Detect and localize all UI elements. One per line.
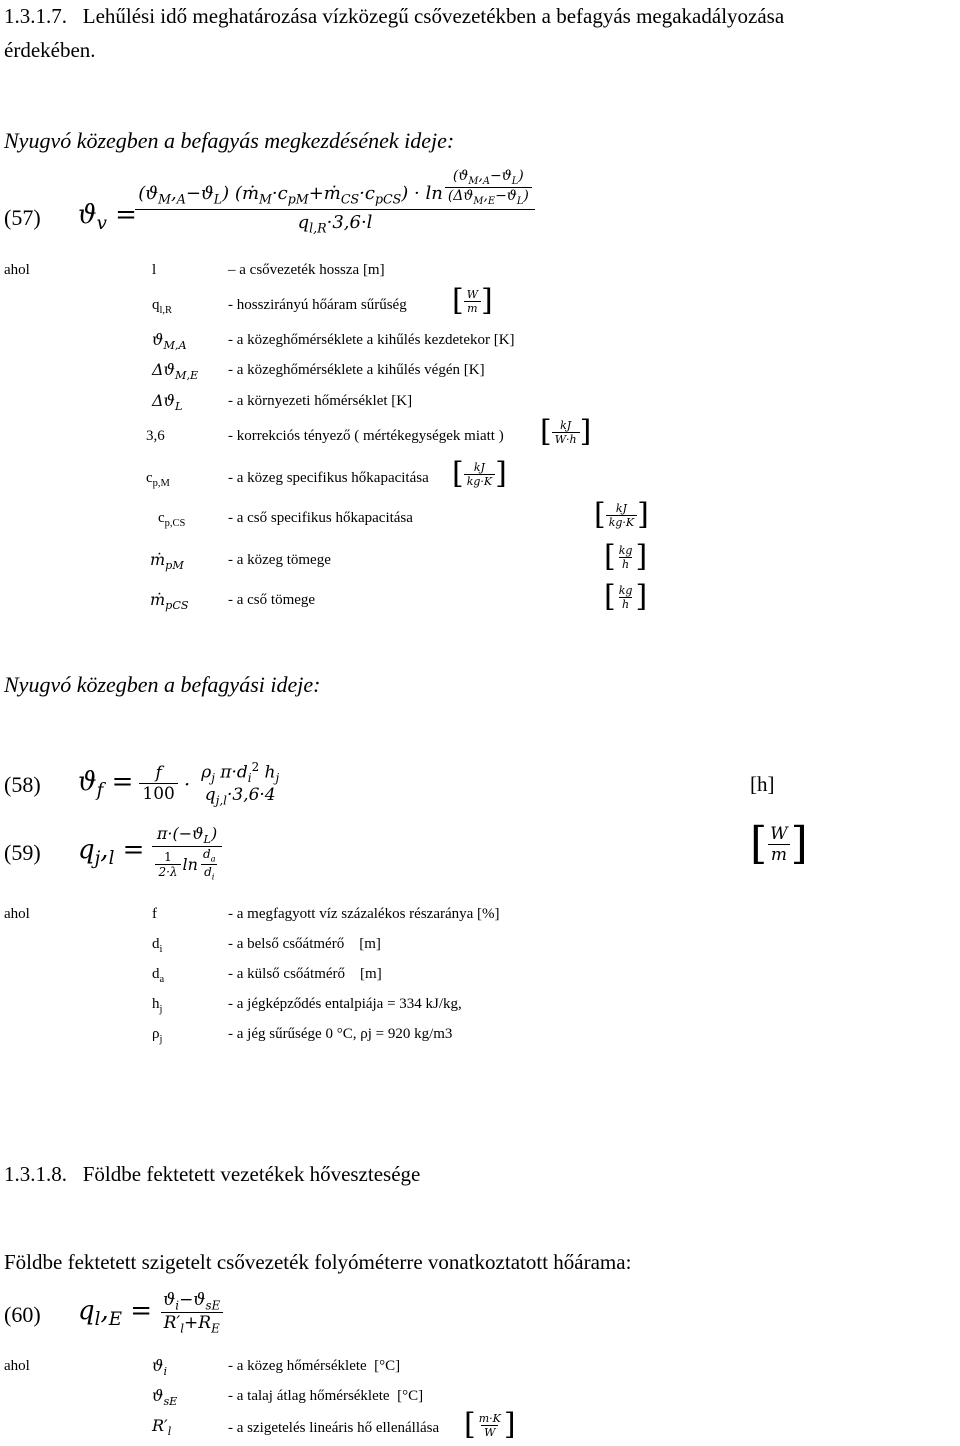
desc-di: - a belső csőátmérő [m] <box>228 936 381 952</box>
desc-cpM: - a közeg specifikus hőkapacitása <box>228 470 429 486</box>
section-2-number: 1.3.1.8. <box>4 1162 67 1186</box>
sym-3-6: 3,6 <box>146 428 165 444</box>
eq58-unit: [h] <box>750 772 775 796</box>
section-title-line1: Lehűlési idő meghatározása vízközegű csővezetékben a befagyás megakadályozása <box>82 4 785 28</box>
unit-mpM: [ $\frac{kg}{h}$ ] <box>604 539 648 574</box>
equation-60: $q_l,_E$ = $\frac{ϑ_i-ϑ_{sE}}{R'_l+R_E}$ <box>78 1290 223 1336</box>
subheading-buried-pipe: Földbe fektetett szigetelt csővezeték folyóméterre vonatkoztatott hőárama: <box>4 1250 632 1274</box>
desc-dtheta-L: - a környezeti hőmérséklet [K] <box>228 393 413 409</box>
sym-cpM: $c_{p,M}$ <box>146 470 170 489</box>
equation-number-57: (57) <box>4 205 41 230</box>
desc-theta-i: - a közeg hőmérséklete [°C] <box>228 1358 401 1374</box>
equation-57: $(ϑ_M,_A-ϑ_L)$ $(ṁ_M\cdot c_{pM}+ṁ_{CS}\cdot c_{pCS}) \cdot \ln$ $\frac{(ϑ_M,_A-ϑ_L)}{(\Delta ϑ_M,_E-ϑ_L)}$ $q_{l,R}\cdot 3,6\cdot l$ <box>135 168 535 235</box>
sym-theta-i: $ϑ_i$ <box>152 1356 168 1379</box>
where-label-60: ahol <box>4 1358 30 1374</box>
equation-number-58: (58) <box>4 772 41 797</box>
desc-l: – a csővezeték hossza [m] <box>228 262 385 278</box>
desc-hj: - a jégképződés entalpiája = 334 kJ/kg, <box>228 996 462 1012</box>
section-title-2 <box>4 1162 420 1187</box>
section-2-title-text: Földbe fektetett vezetékek hővesztesége <box>82 1162 421 1186</box>
desc-f: - a megfagyott víz százalékos részaránya [%] <box>228 906 500 922</box>
sym-cpCS: $c_{p,CS}$ <box>158 510 186 529</box>
sym-theta-sE: $ϑ_{sE}$ <box>152 1386 178 1409</box>
desc-R-l: - a szigetelés lineáris hő ellenállása <box>228 1420 440 1436</box>
unit-qlR: [ $\frac{W}{m}$ ] <box>452 283 493 318</box>
where-label-59: ahol <box>4 906 30 922</box>
sym-di: $d_i$ <box>152 936 163 955</box>
sym-dtheta-ME: $\Delta ϑ_{M,E}$ <box>152 360 199 383</box>
desc-da: - a külső csőátmérő [m] <box>228 966 382 982</box>
equation-number-59: (59) <box>4 840 41 865</box>
desc-mpCS: - a cső tömege <box>228 592 316 608</box>
sym-rhoj: $\rho_j$ <box>152 1026 163 1045</box>
desc-cpCS: - a cső specifikus hőkapacitása <box>228 510 413 526</box>
section-number: 1.3.1.7. <box>4 4 67 28</box>
unit-3-6: [ $\frac{kJ}{W\cdot h}$ ] <box>540 414 592 449</box>
desc-3-6: - korrekciós tényező ( mértékegységek miatt ) <box>228 428 504 444</box>
sym-qlR: $q_{l,R}$ <box>152 297 173 316</box>
unit-mpCS: [ $\frac{kg}{h}$ ] <box>604 579 648 614</box>
section-title <box>4 4 784 29</box>
eq59-unit: [ $\frac{W}{m}$ ] <box>750 818 808 869</box>
sym-mpCS: ṁ$_{pCS}$ <box>150 590 189 613</box>
desc-dtheta-ME: - a közeghőmérséklete a kihűlés végén [K] <box>228 362 485 378</box>
sym-f: f <box>152 906 157 922</box>
sym-R-l: $R'_l$ <box>152 1416 172 1439</box>
subheading-freeze-time: Nyugvó közegben a befagyási ideje: <box>4 672 321 697</box>
unit-cpM: [ $\frac{kJ}{kg\cdot K}$ ] <box>452 456 507 491</box>
eq57-lhs: $ϑ_v$ = <box>78 200 137 235</box>
sym-theta-MA: $ϑ_{M,A}$ <box>152 330 187 353</box>
sym-hj: $h_j$ <box>152 996 163 1015</box>
desc-qlR: - hosszirányú hőáram sűrűség <box>228 297 407 313</box>
equation-59: $q_j,_l$ = $\pi\cdot(-ϑ_L)$ $\frac{1}{2\cdot\lambda}$ ln $\frac{d_a}{d_i}$ <box>78 824 222 881</box>
desc-rhoj: - a jég sűrűsége 0 °C, ρj = 920 kg/m3 <box>228 1026 453 1042</box>
sym-l: l <box>152 262 157 278</box>
equation-58: $ϑ_f$ = $\frac{f}{100}$ · $\rho_j$ $\pi\cdot d_i^2$ $h_j$ $q_{j,l}\cdot 3,6\cdot 4$ <box>78 760 280 808</box>
sym-mpM: ṁ$_{pM}$ <box>150 550 184 573</box>
section-title-line2: érdekében. <box>4 38 96 62</box>
sym-dtheta-L: $\Delta ϑ_L$ <box>152 391 183 414</box>
where-label-57: ahol <box>4 262 30 278</box>
unit-R-l: [ $\frac{m\cdot K}{W}$ ] <box>464 1407 516 1442</box>
desc-theta-MA: - a közeghőmérséklete a kihűlés kezdetekor [K] <box>228 332 515 348</box>
desc-theta-sE: - a talaj átlag hőmérséklete [°C] <box>228 1388 424 1404</box>
sym-da: $d_a$ <box>152 966 165 985</box>
equation-number-60: (60) <box>4 1302 41 1327</box>
desc-mpM: - a közeg tömege <box>228 552 331 568</box>
unit-cpCS: [ $\frac{kJ}{kg\cdot K}$ ] <box>594 497 649 532</box>
subheading-freeze-start: Nyugvó közegben a befagyás megkezdésének ideje: <box>4 128 455 153</box>
